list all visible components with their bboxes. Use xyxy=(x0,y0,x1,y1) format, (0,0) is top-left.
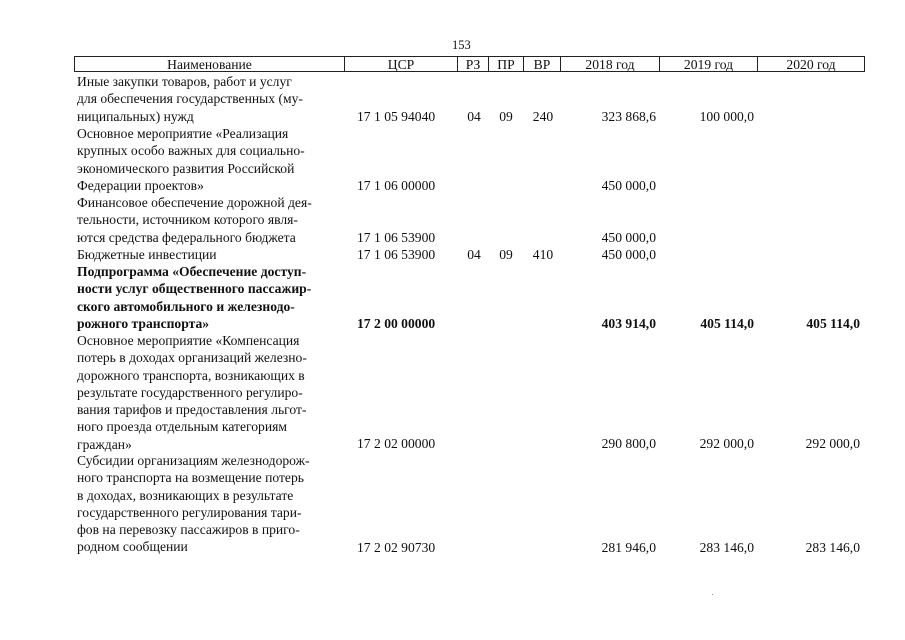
row-csr: 17 1 06 53900 xyxy=(357,229,436,245)
table-row xyxy=(0,73,905,125)
table-row xyxy=(0,452,905,556)
row-2018: 323 868,6 xyxy=(601,108,656,124)
row-2019: 100 000,0 xyxy=(699,108,754,124)
table-row xyxy=(0,125,905,194)
row-pr: 09 xyxy=(499,108,513,124)
row-2020: 283 146,0 xyxy=(805,539,860,555)
header-vr: ВР xyxy=(523,57,560,71)
scan-speck xyxy=(712,594,713,595)
row-2018: 450 000,0 xyxy=(601,229,656,245)
row-csr: 17 2 02 90730 xyxy=(357,539,436,555)
row-2019: 292 000,0 xyxy=(699,435,754,451)
row-2020: 405 114,0 xyxy=(806,315,860,331)
row-name: Основное мероприятие «Компенсация потерь в доходах организаций железно- дорожного транспорта, возникающих в результате государственного регулиро- вания тарифов и предоставления льгот- ного проезда отдельным категориям граждан» xyxy=(77,333,307,452)
row-vr: 410 xyxy=(532,246,554,262)
row-rz: 04 xyxy=(467,108,481,124)
row-csr: 17 1 06 53900 xyxy=(357,246,436,262)
row-csr: 17 1 06 00000 xyxy=(357,177,436,193)
row-csr: 17 2 02 00000 xyxy=(357,435,436,451)
header-pr: ПР xyxy=(488,57,523,71)
row-rz: 04 xyxy=(467,246,481,262)
row-2020: 292 000,0 xyxy=(805,435,860,451)
table-row xyxy=(0,332,905,452)
table-header xyxy=(74,56,865,72)
row-2019: 283 146,0 xyxy=(699,539,754,555)
table-row xyxy=(0,246,905,263)
row-name: Бюджетные инвестиции xyxy=(77,247,217,262)
row-2018: 290 800,0 xyxy=(601,435,656,451)
row-2018: 403 914,0 xyxy=(601,315,656,331)
row-name: Субсидии организациям железнодорож- ного транспорта на возмещение потерь в доходах, возникающих в результате государственного регулирования тари- фов на перевозку пассажиров в приго- родном сообщении xyxy=(77,453,310,555)
table-row xyxy=(0,194,905,246)
row-vr: 240 xyxy=(532,108,554,124)
row-csr: 17 2 00 00000 xyxy=(357,315,436,331)
row-2018: 450 000,0 xyxy=(601,246,656,262)
header-2019: 2019 год xyxy=(659,57,757,71)
header-rz: РЗ xyxy=(457,57,488,71)
row-name: Подпрограмма «Обеспечение доступ- ности услуг общественного пассажир- ского автомобильного и железнодо- рожного транспорта» xyxy=(77,264,312,331)
header-2018: 2018 год xyxy=(560,57,659,71)
page-number: 153 xyxy=(452,38,471,52)
row-2018: 281 946,0 xyxy=(601,539,656,555)
row-2018: 450 000,0 xyxy=(601,177,656,193)
row-name: Иные закупки товаров, работ и услуг для обеспечения государственных (му- ниципальных) нужд xyxy=(77,74,303,124)
header-2020: 2020 год xyxy=(757,57,864,71)
row-name: Финансовое обеспечение дорожной дея- тельности, источником которого явля- ются средства федерального бюджета xyxy=(77,195,312,245)
row-2019: 405 114,0 xyxy=(700,315,754,331)
header-csr: ЦСР xyxy=(344,57,457,71)
row-name: Основное мероприятие «Реализация крупных особо важных для социально- экономического развития Российской Федерации проектов» xyxy=(77,126,305,193)
row-csr: 17 1 05 94040 xyxy=(357,108,436,124)
header-name: Наименование xyxy=(167,57,252,72)
row-pr: 09 xyxy=(499,246,513,262)
table-row-subprogram xyxy=(0,263,905,332)
